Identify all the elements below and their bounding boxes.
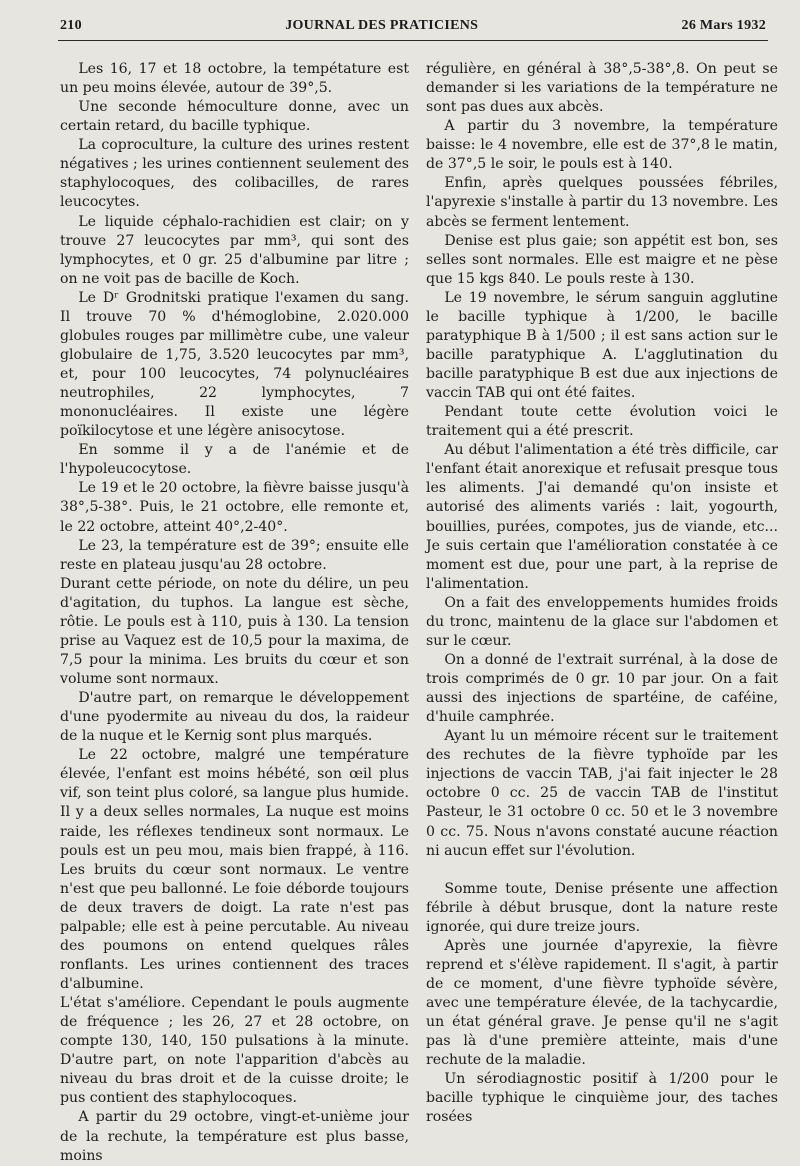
left-column <box>60 60 409 1166</box>
journal-title: JOURNAL DES PRATICIENS <box>285 18 479 33</box>
paragraph: A partir du 3 novembre, la température baisse: le 4 novembre, elle est de 37°,8 le matin, de 37°,5 le soir, le pouls est à 140. <box>426 118 778 173</box>
paragraph: Le 19 novembre, le sérum sanguin agglutine le bacille typhique à 1/200, le bacille paratyphique B à 1/500 ; il est sans action sur le bacille paratyphique A. L'agglutination du bacille paratyphique B est due aux injections de vaccin TAB qui ont été faites. <box>426 289 778 402</box>
issue-date: 26 Mars 1932 <box>681 18 766 33</box>
paragraph: En somme il y a de l'anémie et de l'hypoleucocytose. <box>60 442 409 478</box>
page-header <box>60 18 766 40</box>
paragraph: Le liquide céphalo-rachidien est clair; on y trouve 27 leucocytes par mm³, qui sont des lymphocytes, et 0 gr. 25 d'albumine par litre ; on ne voit pas de bacille de Koch. <box>60 213 409 287</box>
paragraph: Denise est plus gaie; son appétit est bon, ses selles sont normales. Elle est maigre et ne pèse que 15 kgs 840. Le pouls reste à 130. <box>426 232 778 287</box>
paragraph: Le Dʳ Grodnitski pratique l'examen du sang. Il trouve 70 % d'hémoglobine, 2.020.000 globules rouges par millimètre cube, une valeur globulaire de 1,75, 3.520 leucocytes par mm³, et, pour 100 leucocytes, 74 polynucléaires neutrophiles, 22 lymphocytes, 7 mononucléaires. Il existe une légère poïkilocytose et une légère anisocytose. <box>60 289 409 440</box>
paragraph: Une seconde hémoculture donne, avec un certain retard, du bacille typhique. <box>60 99 409 135</box>
paragraph: Somme toute, Denise présente une affection fébrile à début brusque, dont la nature reste ignorée, qui dure treize jours. <box>426 880 778 935</box>
paragraph: L'état s'améliore. Cependant le pouls augmente de fréquence ; les 26, 27 et 28 octobre, on compte 130, 140, 150 pulsations à la minute. D'autre part, on note l'apparition d'abcès au niveau du bras droit et de la cuisse droite; le pus contient des staphylocoques. <box>60 995 409 1107</box>
paragraph: On a donné de l'extrait surrénal, à la dose de trois comprimés de 0 gr. 10 par jour. On a fait aussi des injections de spartéine, de caféine, d'huile camphrée. <box>426 651 778 726</box>
paragraph: Après une journée d'apyrexie, la fièvre reprend et s'élève rapidement. Il s'agit, à partir de ce moment, d'une fièvre typhoïde sévère, avec une température élevée, de la tachycardie, un état général grave. Je pense qu'il ne s'agit pas là d'une première atteinte, mais d'une rechute de la maladie. <box>426 937 778 1069</box>
paragraph: Durant cette période, on note du délire, un peu d'agitation, du tuphos. La langue est sèche, rôtie. Le pouls est à 110, puis à 130. La tension prise au Vaquez est de 10,5 pour la maxima, de 7,5 pour la minima. Les bruits du cœur et son volume sont normaux. <box>60 575 409 687</box>
paragraph: Enfin, après quelques poussées fébriles, l'apyrexie s'installe à partir du 13 novembre. Les abcès se ferment lentement. <box>426 175 778 230</box>
paragraph: D'autre part, on remarque le développement d'une pyodermite au niveau du dos, la raideur de la nuque et le Kernig sont plus marqués. <box>60 690 409 745</box>
header-rule <box>58 40 768 41</box>
paragraph: Ayant lu un mémoire récent sur le traitement des rechutes de la fièvre typhoïde par les injections de vaccin TAB, j'ai fait injecter le 28 octobre 0 cc. 25 de vaccin TAB de l'institut Pasteur, le 31 octobre 0 cc. 50 et le 3 novembre 0 cc. 75. Nous n'avons constaté aucune réaction ni aucun effet sur l'évolution. <box>426 728 778 859</box>
paragraph: Au début l'alimentation a été très difficile, car l'enfant était anorexique et refusait presque tous les aliments. J'ai demandé qu'on insiste et autorisé des aliments variés : lait, yogourth, bouillies, purées, compotes, jus de viande, etc... Je suis certain que l'amélioration constatée à ce moment est due, pour une part, à la reprise de l'alimentation. <box>426 442 778 592</box>
page-number: 210 <box>60 18 82 33</box>
paragraph: Le 23, la température est de 39°; ensuite elle reste en plateau jusqu'au 28 octobre. <box>60 537 409 573</box>
paragraph: Les 16, 17 et 18 octobre, la tempétature est un peu moins élevée, autour de 39°,5. <box>60 61 409 97</box>
paragraph: régulière, en général à 38°,5-38°,8. On peut se demander si les variations de la température ne sont pas dues aux abcès. <box>426 61 778 116</box>
paragraph: Le 19 et le 20 octobre, la fièvre baisse jusqu'à 38°,5-38°. Puis, le 21 octobre, elle remonte et, le 22 octobre, atteint 40°,2-40°. <box>60 480 409 535</box>
paragraph: On a fait des enveloppements humides froids du tronc, maintenu de la glace sur l'abdomen et sur le cœur. <box>426 594 778 649</box>
right-column <box>426 60 778 1127</box>
paragraph: Le 22 octobre, malgré une température élevée, l'enfant est moins hébété, son œil plus vif, son teint plus coloré, sa langue plus humide. Il y a deux selles normales, La nuque est moins raide, les réflexes tendineux sont normaux. Le pouls est un peu mou, mais bien frappé, à 116. Les bruits du cœur sont normaux. Le ventre n'est que peu ballonné. Le foie déborde toujours de deux travers de doigt. La rate n'est pas palpable; elle est à peine percutable. Au niveau des poumons on entend quelques râles ronflants. Les urines contiennent des traces d'albumine. <box>60 747 409 992</box>
paragraph: La coproculture, la culture des urines restent négatives ; les urines contiennent seulement des staphylocoques, des colibacilles, de rares leucocytes. <box>60 137 409 211</box>
paragraph: A partir du 29 octobre, vingt-et-unième jour de la rechute, la température est plus basse, moins <box>60 1109 409 1164</box>
paragraph: Pendant toute cette évolution voici le traitement qui a été prescrit. <box>426 404 778 440</box>
paragraph-gap <box>426 861 778 880</box>
paragraph: Un sérodiagnostic positif à 1/200 pour le bacille typhique le cinquième jour, des taches rosées <box>426 1071 778 1126</box>
